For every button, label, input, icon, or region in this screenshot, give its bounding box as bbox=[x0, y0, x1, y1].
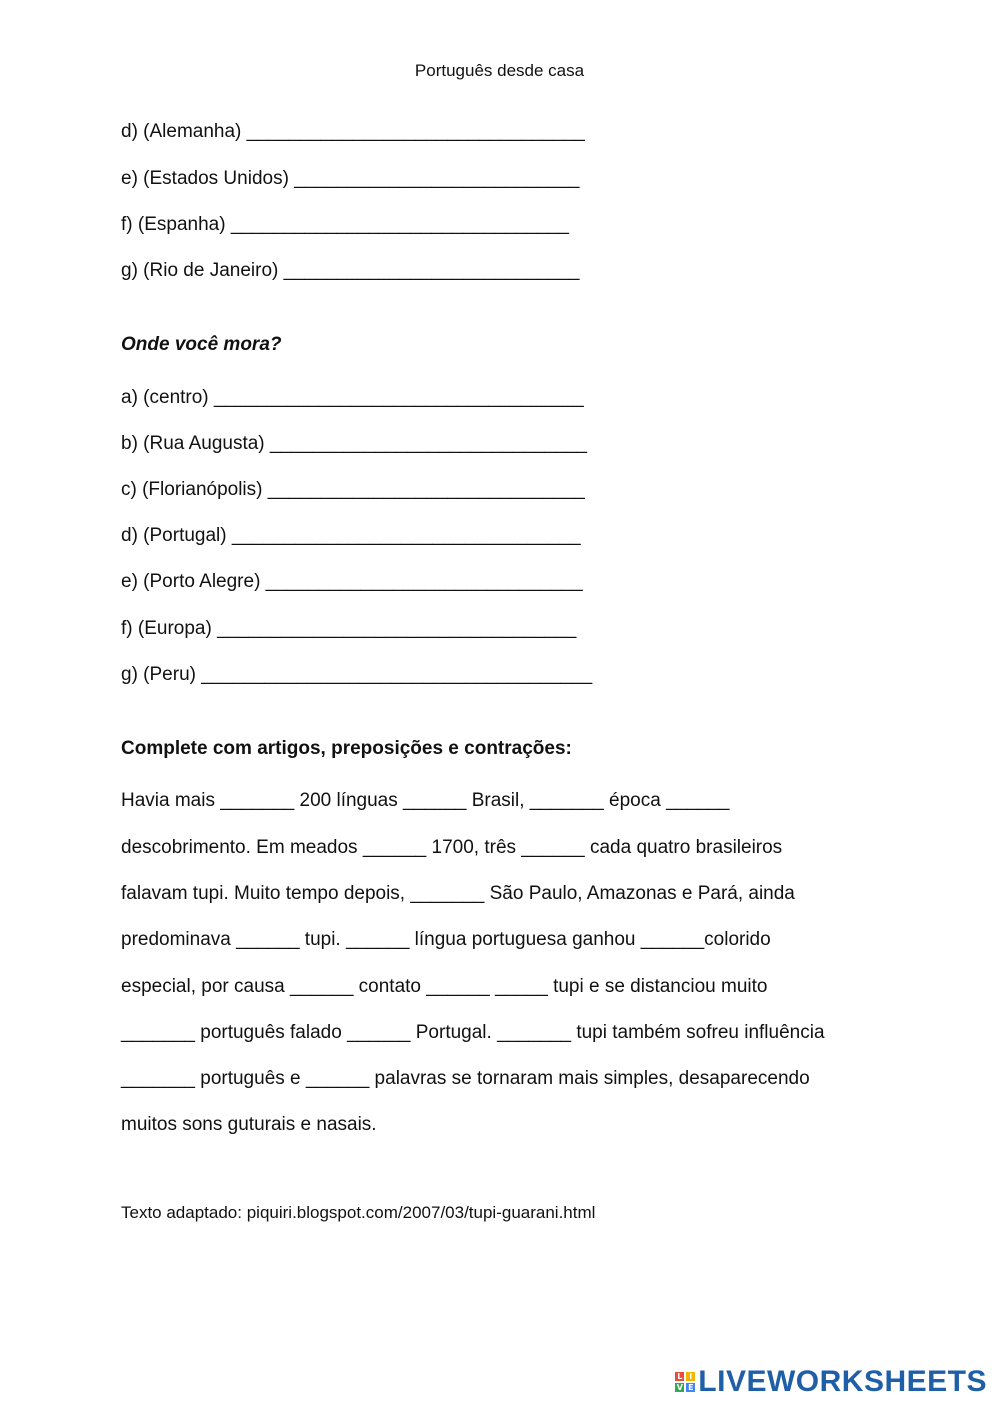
exercise-item-florianopolis: c) (Florianópolis) ______________________________ bbox=[121, 479, 585, 500]
logo-mark-icon bbox=[675, 1372, 695, 1392]
section-heading-complete: Complete com artigos, preposições e contrações: bbox=[121, 738, 572, 759]
exercise-item-centro: a) (centro) ___________________________________ bbox=[121, 387, 584, 408]
exercise-item-estados-unidos: e) (Estados Unidos) ___________________________ bbox=[121, 168, 580, 189]
logo-letter-i: I bbox=[686, 1372, 695, 1381]
liveworksheets-logo[interactable] bbox=[675, 1364, 987, 1400]
source-citation: Texto adaptado: piquiri.blogspot.com/2007/03/tupi-guarani.html bbox=[121, 1203, 596, 1222]
exercise-item-porto-alegre: e) (Porto Alegre) ______________________________ bbox=[121, 571, 583, 592]
exercise-item-alemanha: d) (Alemanha) ________________________________ bbox=[121, 121, 585, 142]
exercise-item-peru: g) (Peru) _____________________________________ bbox=[121, 664, 593, 685]
exercise-item-portugal: d) (Portugal) _________________________________ bbox=[121, 525, 581, 546]
logo-letter-l: L bbox=[677, 1372, 683, 1381]
paragraph-line: descobrimento. Em meados ______ 1700, três ______ cada quatro brasileiros bbox=[121, 837, 783, 858]
exercise-item-espanha: f) (Espanha) ________________________________ bbox=[121, 214, 569, 235]
paragraph-line: especial, por causa ______ contato ______ _____ tupi e se distanciou muito bbox=[121, 976, 768, 997]
paragraph-line: predominava ______ tupi. ______ língua portuguesa ganhou ______colorido bbox=[121, 929, 771, 950]
exercise-item-rua-augusta: b) (Rua Augusta) ______________________________ bbox=[121, 433, 587, 454]
logo-text: LIVEWORKSHEETS bbox=[698, 1365, 987, 1398]
page-header: Português desde casa bbox=[414, 61, 585, 80]
section-heading-onde-voce-mora: Onde você mora? bbox=[121, 334, 282, 355]
paragraph-line: _______ português falado ______ Portugal. _______ tupi também sofreu influência bbox=[121, 1022, 825, 1043]
paragraph-line: _______ português e ______ palavras se tornaram mais simples, desaparecendo bbox=[121, 1068, 810, 1089]
paragraph-line: falavam tupi. Muito tempo depois, _______ São Paulo, Amazonas e Pará, ainda bbox=[121, 883, 795, 904]
paragraph-line: muitos sons guturais e nasais. bbox=[121, 1114, 377, 1135]
logo-letter-v: V bbox=[676, 1383, 683, 1392]
paragraph-line: Havia mais _______ 200 línguas ______ Brasil, _______ época ______ bbox=[121, 790, 730, 811]
exercise-item-rio-de-janeiro: g) (Rio de Janeiro) ____________________________ bbox=[121, 260, 580, 281]
exercise-item-europa: f) (Europa) __________________________________ bbox=[121, 618, 577, 639]
logo-letter-e: E bbox=[688, 1383, 694, 1392]
